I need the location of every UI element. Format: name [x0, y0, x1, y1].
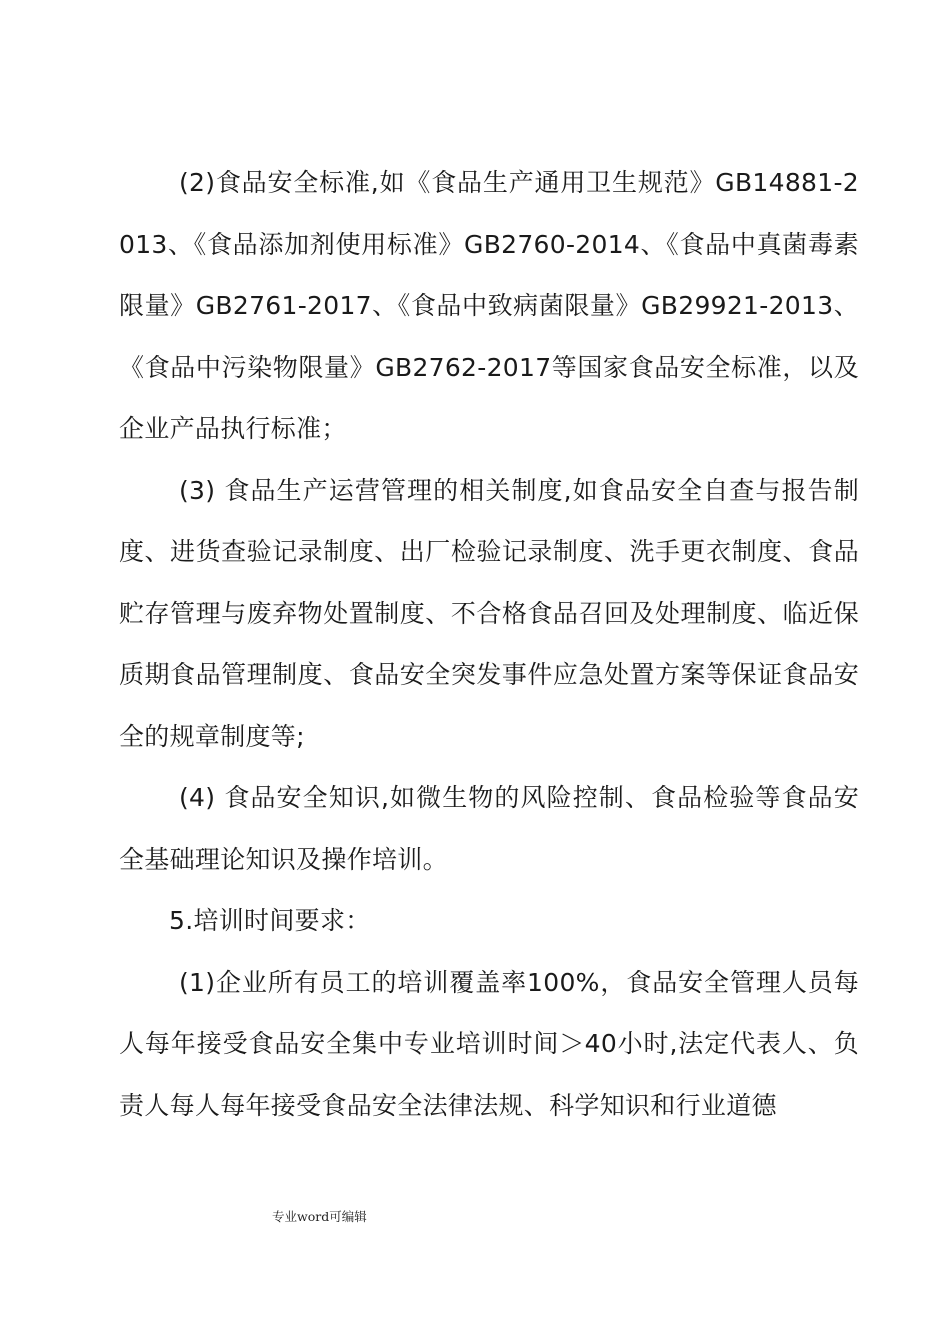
paragraph-training-coverage: (1)企业所有员工的培训覆盖率100%，食品安全管理人员每人每年接受食品安全集中专业培训时间＞40小时,法定代表人、负责人每人每年接受食品安全法律法规、科学知识和行业道德 [119, 967, 859, 1120]
document-body [119, 152, 859, 1136]
paragraph-management-systems: (3) 食品生产运营管理的相关制度,如食品安全自查与报告制度、进货查验记录制度、出厂检验记录制度、洗手更衣制度、食品贮存管理与废弃物处置制度、不合格食品召回及处理制度、临近保质期食品管理制度、食品安全突发事件应急处置方案等保证食品安全的规章制度等; [119, 475, 859, 751]
paragraph-food-safety-knowledge: (4) 食品安全知识,如微生物的风险控制、食品检验等食品安全基础理论知识及操作培训。 [119, 783, 859, 874]
paragraph-food-safety-standards: (2)食品安全标准,如《食品生产通用卫生规范》GB14881-2013、《食品添加剂使用标准》GB2760-2014、《食品中真菌毒素限量》GB2761-2017、《食品中致病菌限量》GB29921-2013、《食品中污染物限量》GB2762-2017等国家食品安全标准，以及企业产品执行标准； [119, 168, 859, 443]
page-footer-note: 专业word可编辑 [272, 1209, 367, 1224]
section-heading-training-time: 5.培训时间要求： [169, 906, 371, 935]
